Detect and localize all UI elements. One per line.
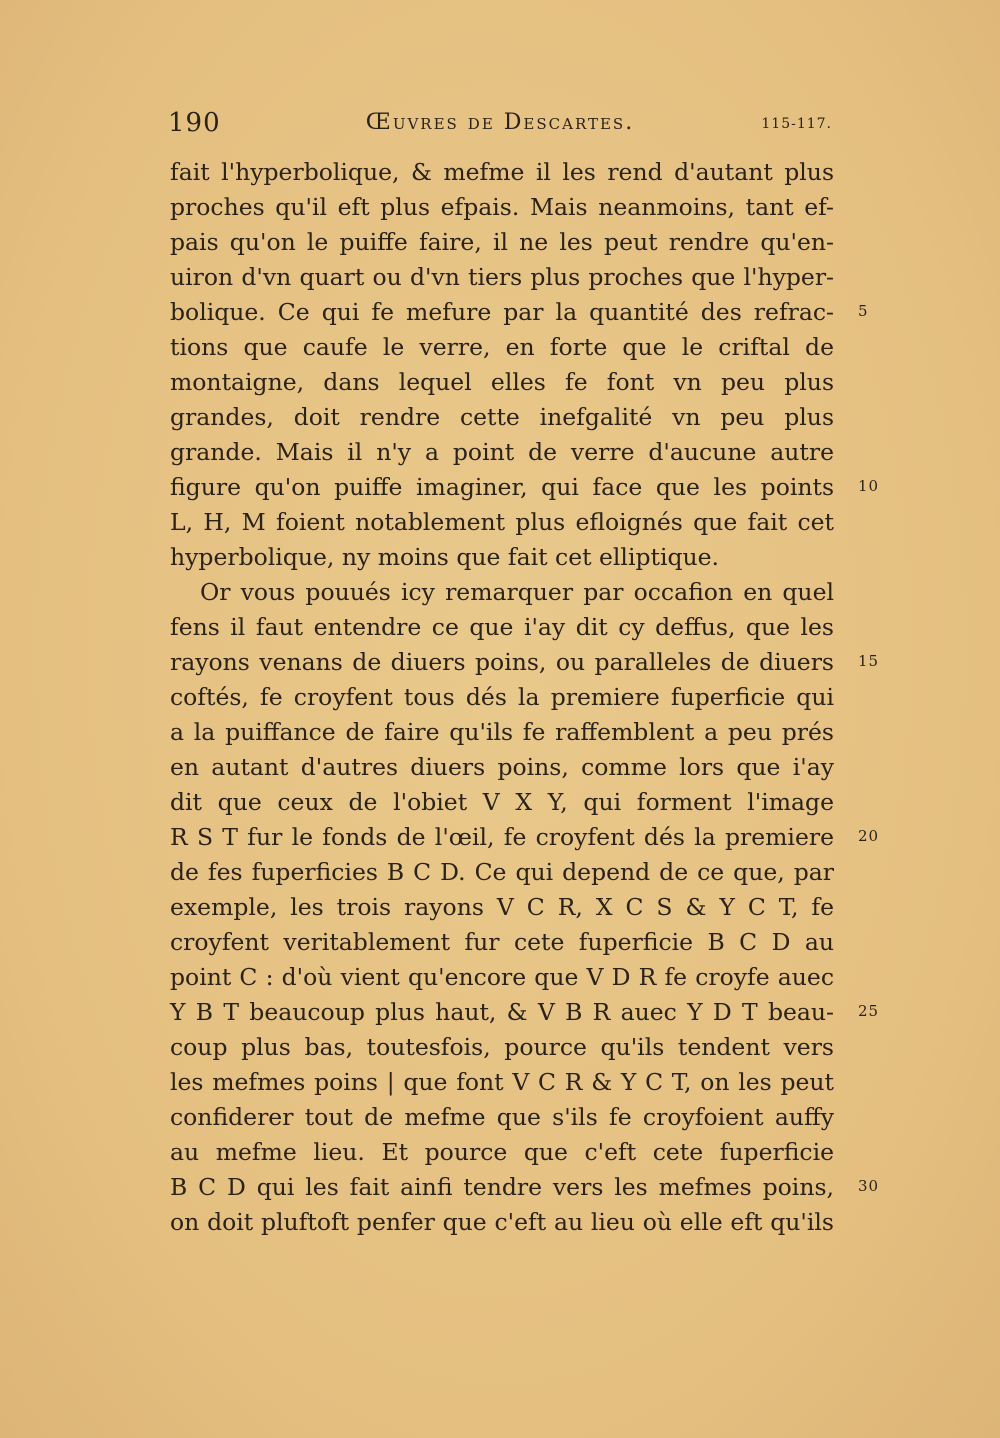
text-line: confiderer tout de mefme que s'ils fe croyfoient auffy [170, 1103, 834, 1131]
text-line: montaigne, dans lequel elles fe font vn peu plus [170, 368, 834, 396]
page-header [168, 106, 832, 146]
text-line: de fes fuperficies B C D. Ce qui depend de ce que, par [170, 858, 834, 886]
text-line: bolique. Ce qui fe mefure par la quantité des refrac- [170, 298, 834, 326]
running-title: Œuvres de Descartes. [365, 110, 635, 135]
text-line: dit que ceux de l'obiet V X Y, qui forment l'image [170, 788, 834, 816]
text-line: pais qu'on le puiffe faire, il ne les peut rendre qu'en- [170, 228, 834, 256]
line-number: 10 [858, 477, 880, 495]
text-line: L, H, M foient notablement plus efloignés que fait cet [170, 508, 834, 536]
line-number: 5 [858, 302, 869, 320]
page-range: 115-117. [761, 116, 832, 132]
body-text [170, 155, 834, 1240]
text-line: Y B T beaucoup plus haut, & V B R auec Y D T beau- [170, 998, 834, 1026]
text-line: fait l'hyperbolique, & mefme il les rend d'autant plus [170, 158, 834, 186]
line-number: 25 [858, 1002, 880, 1020]
text-line: B C D qui les fait ainfi tendre vers les mefmes poins, [170, 1173, 834, 1201]
text-line: en autant d'autres diuers poins, comme lors que i'ay [170, 753, 834, 781]
line-number: 20 [858, 827, 880, 845]
text-line: figure qu'on puiffe imaginer, qui face que les points [170, 473, 834, 501]
text-line: point C : d'où vient qu'encore que V D R fe croyfe auec [170, 963, 834, 991]
text-line: Or vous pouués icy remarquer par occafion en quel [200, 578, 834, 606]
text-line: coup plus bas, toutesfois, pource qu'ils tendent vers [170, 1033, 834, 1061]
text-line: uiron d'vn quart ou d'vn tiers plus proches que l'hyper- [170, 263, 834, 291]
text-line: croyfent veritablement fur cete fuperficie B C D au [170, 928, 834, 956]
text-line: tions que caufe le verre, en forte que le criftal de [170, 333, 834, 361]
line-number: 15 [858, 652, 880, 670]
text-line: rayons venans de diuers poins, ou paralleles de diuers [170, 648, 834, 676]
text-line: a la puiffance de faire qu'ils fe raffemblent a peu prés [170, 718, 834, 746]
text-line: exemple, les trois rayons V C R, X C S & Y C T, fe [170, 893, 834, 921]
text-line: on doit pluftoft penfer que c'eft au lieu où elle eft qu'ils [170, 1208, 834, 1236]
text-line: les mefmes poins | que font V C R & Y C T, on les peut [170, 1068, 834, 1096]
text-line: proches qu'il eft plus efpais. Mais neanmoins, tant ef- [170, 193, 834, 221]
text-line: grandes, doit rendre cette inefgalité vn peu plus [170, 403, 834, 431]
text-line: hyperbolique, ny moins que fait cet elliptique. [170, 543, 720, 571]
text-line: grande. Mais il n'y a point de verre d'aucune autre [170, 438, 834, 466]
line-number: 30 [858, 1177, 880, 1195]
text-line: R S T fur le fonds de l'œil, fe croyfent dés la premiere [170, 823, 834, 851]
text-line: au mefme lieu. Et pource que c'eft cete fuperficie [170, 1138, 834, 1166]
page-number: 190 [168, 108, 221, 138]
text-line: fens il faut entendre ce que i'ay dit cy deffus, que les [170, 613, 834, 641]
text-line: coftés, fe croyfent tous dés la premiere fuperficie qui [170, 683, 834, 711]
